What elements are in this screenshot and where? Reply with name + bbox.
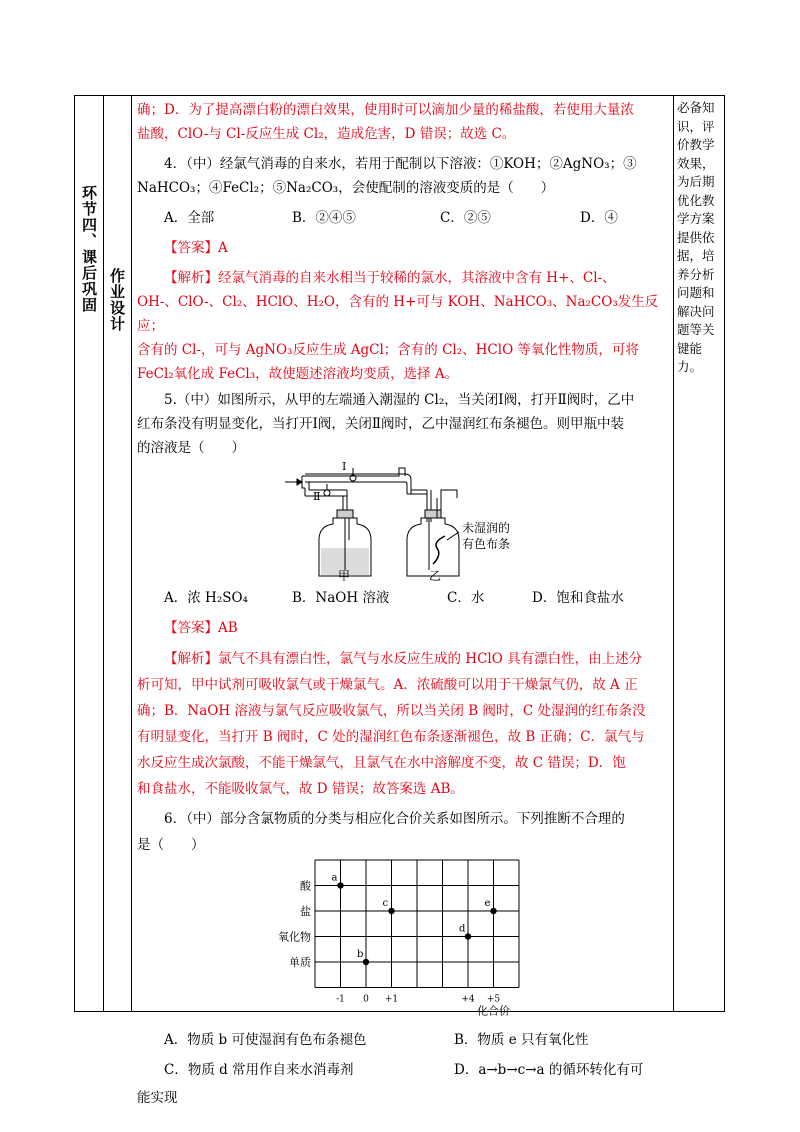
- q4-option-b: B．②④⑤: [292, 210, 356, 226]
- data-point-label-a: a: [331, 872, 338, 884]
- q3-tail-line1: 确；D．为了提高漂白粉的漂白效果，使用时可以滴加少量的稀盐酸，若使用大量浓: [137, 102, 634, 118]
- q5-analysis-line5: 水反应生成次氯酸，不能干燥氯气，且氯气在水中溶解度不变，故 C 错误；D．饱: [137, 755, 626, 771]
- q5-analysis-line6: 和食盐水，不能吸收氯气，故 D 错误；故答案选 AB。: [137, 781, 464, 797]
- q5-option-a: A．浓 H₂SO₄: [164, 590, 248, 606]
- main-content: [137, 98, 665, 1110]
- q4-stem-line1: 4．（中）经氯气消毒的自来水，若用于配制以下溶液：①KOH；②AgNO₃；③: [164, 156, 637, 172]
- q5-analysis-line3: 确；B．NaOH 溶液与氯气反应吸收氯气，所以当关闭 B 阀时，C 处湿润的红布条没: [137, 703, 646, 719]
- valve-2-label: Ⅱ: [313, 490, 321, 503]
- teaching-purpose-note: 必备知识，评价教学效果，为后期优化教学方案提供依据，培养分析问题和解决问题等关键能力。: [677, 100, 715, 374]
- q5-option-d: D．饱和食盐水: [532, 590, 624, 606]
- cloth-label-line2: 有色布条: [462, 537, 511, 551]
- q5-analysis-line4: 有明显变化，当打开 B 阀时，C 处的湿润红色布条逐渐褪色，故 B 正确；C．氯气与: [137, 729, 645, 745]
- valve-1-label: Ⅰ: [342, 460, 347, 473]
- q4-analysis-line2: OH-、ClO-、Cl₂、HClO、H₂O，含有的 H+可与 KOH、NaHCO₃、Na₂CO₃发生反应；: [137, 294, 659, 334]
- q6-option-c: C．物质 d 常用作自来水消毒剂: [164, 1062, 354, 1078]
- subsection-label: 作业设计: [108, 268, 126, 332]
- column-divider-2: [131, 95, 132, 1012]
- q4-option-a: A．全部: [164, 210, 215, 226]
- q6-option-a: A．物质 b 可使湿润有色布条褪色: [164, 1032, 367, 1048]
- q4-options: [137, 206, 665, 230]
- data-point-a: [337, 882, 343, 888]
- q5-stem-line1: 5.（中）如图所示，从甲的左端通入潮湿的 Cl₂，当关闭Ⅰ阀，打开Ⅱ阀时，乙中: [164, 392, 635, 408]
- q4-stem-line2: NaHCO₃；④FeCl₂；⑤Na₂CO₃，会使配制的溶液变质的是（ ）: [137, 180, 555, 196]
- q5-option-c: C．水: [447, 590, 485, 606]
- apparatus-figure: [137, 460, 665, 582]
- bottle-jia-label: 甲: [338, 569, 351, 582]
- valence-chart: [137, 858, 665, 1026]
- data-point-label-e: e: [484, 898, 491, 909]
- q5-analysis-line1: 【解析】氯气不具有漂白性，氯气与水反应生成的 HClO 具有漂白性，由上述分: [164, 651, 643, 667]
- x-axis-tick-label: +1: [384, 994, 399, 1005]
- y-axis-category-label: 酸: [300, 879, 311, 893]
- q4-answer: 【答案】A: [164, 240, 228, 256]
- q6-options-row2: [137, 1058, 665, 1082]
- cloth-label-line1: 未湿润的: [462, 521, 511, 535]
- q5-option-b: B．NaOH 溶液: [292, 590, 390, 606]
- data-point-e: [490, 908, 496, 914]
- data-point-label-c: c: [382, 898, 389, 909]
- column-divider-3: [673, 95, 674, 1012]
- q4-analysis-line1: 【解析】经氯气消毒的自来水相当于较稀的氯水，其溶液中含有 H+、Cl-、: [164, 270, 616, 286]
- x-axis-tick-label: +5: [486, 994, 501, 1005]
- q6-option-d: D．a→b→c→a 的循环转化有可: [454, 1062, 644, 1078]
- data-point-d: [465, 933, 471, 939]
- q6-option-b: B．物质 e 只有氧化性: [454, 1032, 589, 1048]
- data-point-b: [363, 959, 369, 965]
- q3-tail-line2: 盐酸，ClO-与 Cl-反应生成 Cl₂，造成危害，D 错误；故选 C。: [137, 126, 516, 142]
- x-axis-title: 化合价: [477, 1004, 510, 1018]
- q5-analysis-line2: 析可知，甲中试剂可吸收氯气或干燥氯气。A．浓硫酸可以用于干燥氯气仍，故 A 正: [137, 677, 638, 693]
- q4-option-c: C．②⑤: [440, 210, 491, 226]
- q5-answer: 【答案】AB: [164, 620, 238, 636]
- x-axis-tick-label: 0: [363, 994, 369, 1005]
- valence-chart-svg: [137, 858, 665, 1026]
- q5-stem-line3: 的溶液是（ ）: [137, 440, 245, 456]
- apparatus-diagram: [137, 460, 665, 582]
- data-point-label-d: d: [459, 923, 466, 935]
- column-divider-1: [103, 95, 104, 1012]
- q5-stem-line2: 红布条没有明显变化，当打开Ⅰ阀，关闭Ⅱ阀时，乙中湿润红布条褪色。则甲瓶中装: [137, 416, 625, 432]
- q6-stem-line1: 6．（中）部分含氯物质的分类与相应化合价关系如图所示。下列推断不合理的: [164, 811, 625, 827]
- data-point-label-b: b: [357, 949, 364, 960]
- q6-option-d-tail: 能实现: [137, 1090, 178, 1106]
- section-label: 环节四、课后巩固: [80, 185, 98, 313]
- q6-stem-line2: 是（ ）: [137, 837, 205, 853]
- y-axis-category-label: 盐: [300, 905, 311, 918]
- q4-analysis-line3: 含有的 Cl-，可与 AgNO₃反应生成 AgCl；含有的 Cl₂、HClO 等氧化性物质，可将: [137, 342, 639, 358]
- y-axis-category-label: 单质: [289, 956, 311, 969]
- q4-analysis-line4: FeCl₂氧化成 FeCl₃，故使题述溶液均变质，选择 A。: [137, 366, 459, 382]
- q6-options-row1: [137, 1028, 665, 1052]
- q4-option-d: D．④: [580, 210, 618, 226]
- y-axis-category-label: 氧化物: [278, 930, 311, 944]
- q5-options: [137, 586, 665, 610]
- x-axis-tick-label: +4: [461, 994, 475, 1005]
- bottle-yi-label: 乙: [429, 569, 442, 582]
- data-point-c: [388, 908, 394, 914]
- x-axis-tick-label: -1: [336, 994, 345, 1005]
